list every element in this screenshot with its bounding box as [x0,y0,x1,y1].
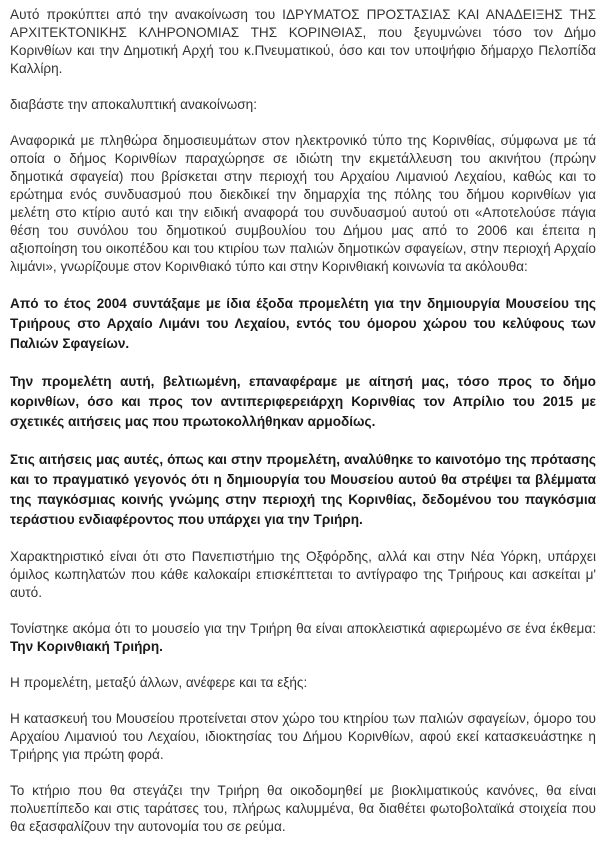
museum-location-paragraph: Η κατασκευή του Μουσείου προτείνεται στον χώρο του κτηρίου των παλιών σφαγείων, όμορο του Αρχαίου Λιμανιού του Λεχαίου, ιδιοκτησίας του Δήμου Κορινθίων, αφού εκεί κατασκευάστηκε η Τριήρης για πρώτη φορά. [10,711,596,762]
oxford-paragraph: Χαρακτηριστικό είναι ότι στο Πανεπιστήμιο της Οξφόρδης, αλλά και στην Νέα Υόρκη, υπάρχει όμιλος κωπηλατών που κάθε καλοκαίρι επισκέπτεται το αντίγραφο της Τριήρους και ασκείται μ' αυτό. [10,549,596,600]
premelete-2004-paragraph: Από το έτος 2004 συντάξαμε με ίδια έξοδα προμελέτη για την δημιουργία Μουσείου της Τριήρους στο Αρχαίο Λιμάνι του Λεχαίου, εντός του όμορου χώρου του κελύφους των Παλιών Σφαγείων. [10,296,596,351]
article-body [10,6,596,854]
innovation-paragraph: Στις αιτήσεις μας αυτές, όπως και στην προμελέτη, αναλύθηκε το καινοτόμο της πρότασης και το πραγματικό γεγονός ότι η δημιουργία του Μουσείου αυτού θα στρέψει τα βλέμματα της παγκόσμιας κοινής γνώμης στην περιοχή της Κορινθίας, δεδομένου του παγκόσμια τεράστιου ενδιαφέροντος που υπάρχει για την Τριήρη. [10,452,596,527]
exhibit-bold: Την Κορινθιακή Τριήρη. [10,639,163,654]
premelete-2015-paragraph: Την προμελέτη αυτή, βελτιωμένη, επαναφέραμε με αίτησή μας, τόσο προς το δήμο κορινθίων, όσο και προς τον αντιπεριφερειάρχη Κορινθίας τον Απρίλιο του 2015 με σχετικές αιτήσεις μας που πρωτοκολλήθηκαν αρμοδίως. [10,374,596,429]
building-paragraph: Το κτήριο που θα στεγάζει την Τριήρη θα οικοδομηθεί με βιοκλιματικούς κανόνες, θα είναι πολυεπίπεδο και στις ταράτσες του, πλήρως καλυμμένα, θα διαθέτει φωτοβολταϊκά στοιχεία που θα εξασφαλίζουν την αυτονομία του σε ρεύμα. [10,783,596,834]
premelete-mentions-paragraph: Η προμελέτη, μεταξύ άλλων, ανέφερε και τα εξής: [10,675,308,690]
exhibit-paragraph [10,620,596,656]
read-announcement-paragraph: διαβάστε την αποκαλυπτική ανακοίνωση: [10,97,257,112]
intro-paragraph: Αυτό προκύπτει από την ανακοίνωση του ΙΔΡΥΜΑΤΟΣ ΠΡΟΣΤΑΣΙΑΣ ΚΑΙ ΑΝΑΔΕΙΞΗΣ ΤΗΣ ΑΡΧΙΤΕΚΤΟΝΙΚΗΣ ΚΛΗΡΟΝΟΜΙΑΣ ΤΗΣ ΚΟΡΙΝΘΙΑΣ, που ξεγυμνώνει τόσο τον Δήμο Κορινθίων και την Δημοτική Αρχή του κ.Πνευματικού, όσο και τον υποψήφιο δήμαρχο Πελοπίδα Καλλίρη. [10,7,596,76]
context-paragraph: Αναφορικά με πληθώρα δημοσιευμάτων στον ηλεκτρονικό τύπο της Κορινθίας, σύμφωνα με τά οποία ο δήμος Κορινθίων παραχώρησε σε ιδιώτη την εκμετάλλευση του ακινήτου (πρώην δημοτικά σφαγεία) που βρίσκεται στην περιοχή του Αρχαίου Λιμανιού Λεχαίου, καθώς και το ερώτημα ενός συνδυασμού που διεκδικεί την δημαρχία της πόλης του δήμου κορινθίων για μελέτη στο κτίριο αυτό και την ειδική αναφορά του συνδυασμού αυτού οτι «Αποτελούσε πάγια θέση του συνόλου του δημοτικού συμβουλίου του Δήμου μας από το 2006 και έπειτα η αξιοποίηση του οικοπέδου και του κτιρίου των παλιών δημοτικών σφαγείων, στην περιοχή Αρχαίο λιμάνι», γνωρίζουμε στον Κορινθιακό τύπο και στην Κορινθιακή κοινωνία τα ακόλουθα: [10,133,596,274]
exhibit-text: Τονίστηκε ακόμα ότι το μουσείο για την Τριήρη θα είναι αποκλειστικά αφιερωμένο σε ένα έκθεμα: [10,621,596,636]
